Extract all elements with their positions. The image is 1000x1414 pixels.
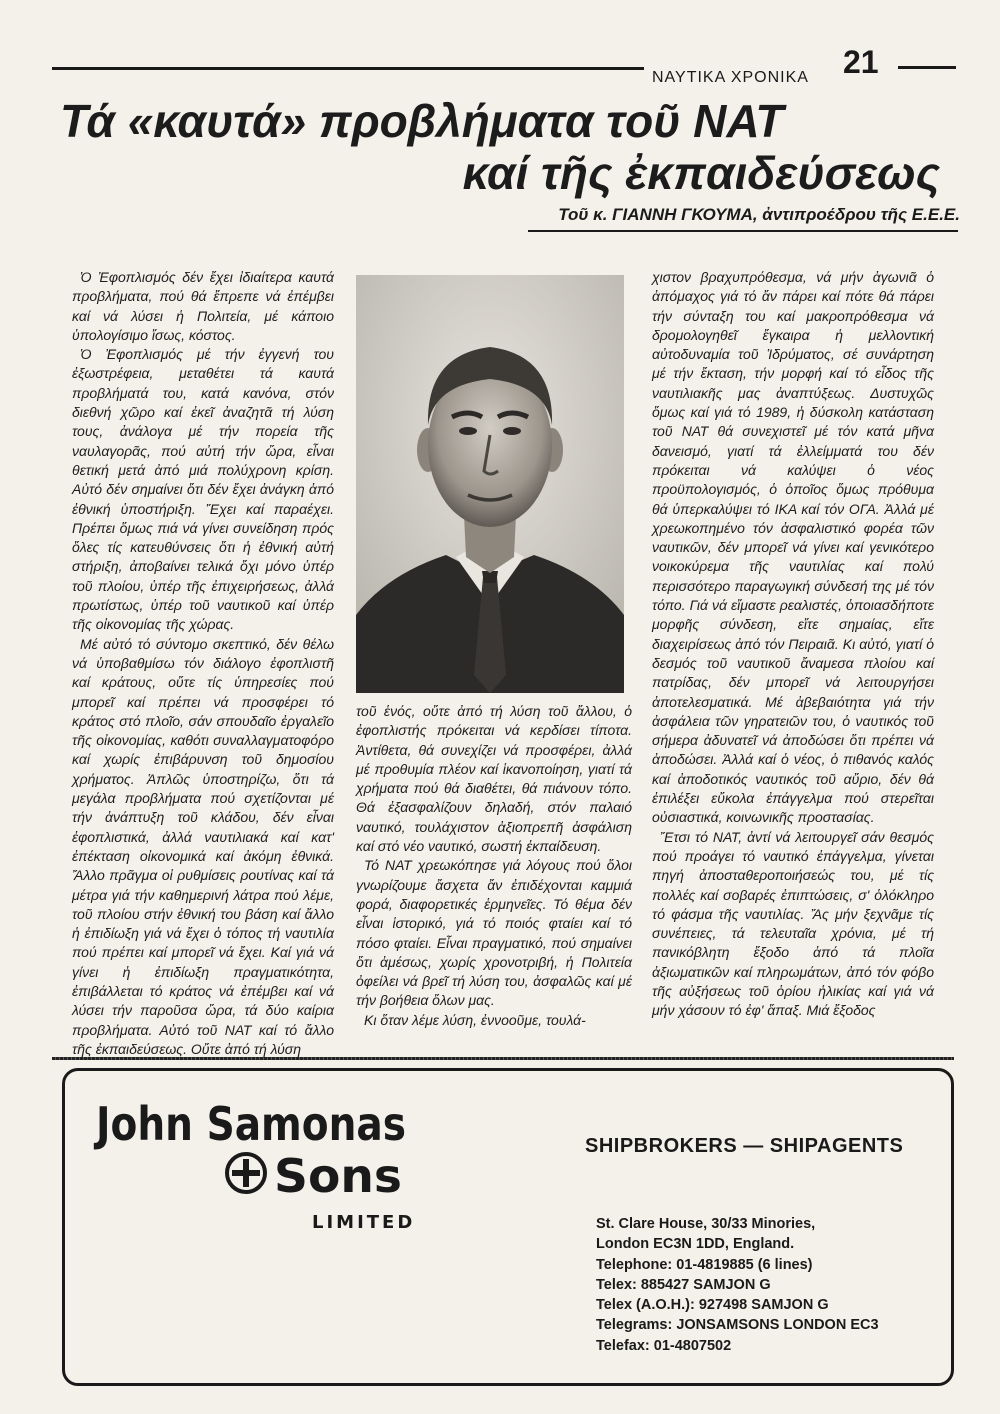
- header-rule-right: [898, 66, 956, 69]
- title-line-1: Τά «καυτά» προβλήματα τοῦ ΝΑΤ: [60, 95, 784, 147]
- header-rule-left: [52, 67, 644, 70]
- byline-rule: [528, 230, 958, 232]
- paragraph: χιστον βραχυπρόθεσμα, νά μήν ἀγωνιᾶ ὁ ἀπόμαχος γιά τό ἄν πάρει καί πότε θά πάρει τήν σύνταξη του καί μακροπρόθεσμα νά δρομολογηθεῖ ἔγκαιρα ἡ μελλοντική αὐτοδυναμία τοῦ Ἱδρύματος, σέ συνάρτηση μέ τήν ἔκταση, τήν μορφή καί τό εἶδος τῆς ναυτιλιακῆς μας ἀναπτύξεως. Δυστυχῶς ὅμως καί γιά τό 1989, ἡ δύσκολη κατάσταση τοῦ ΝΑΤ θά συνεχιστεῖ μέ τόν κατά μῆνα δανεισμό, γιατί τά ἐλλείμματά του δέν πρόκειται νά καλύψει ὁ νέος προϋπολογισμός, ὁ ὁποῖος ὅμως πρόθυμα θά ὑπερκαλύψει τό ΙΚΑ καί τόν ΟΓΑ. Ἀλλά μέ χρεωκοπημένο τόν ἀσφαλιστικό φορέα τῶν ναυτικῶν, δέν μπορεῖ νά γίνει καί γενικότερο νοικοκύρεμα τῆς ναυτιλίας καί πολύ περισσότερο παραγωγική σύνδεσή της μέ τόν τόπο. Γιά νά εἴμαστε ρεαλιστές, ὁποιασδήποτε μορφῆς σύνδεση, εἴτε σημαίας, εἴτε διαχειρίσεως ἀπό τόν Πειραιᾶ. Κι αὐτό, γιατί ὁ δεσμός τοῦ ναυτικοῦ ἄναμεσα πλοίου καί πατρίδας, δέν μπορεῖ νά λειτουργήσει ἀποτελεσματικά. Μέ ἀβεβαιότητα γιά τήν ἀσφάλεια τῶν γηρατειῶν του, ὁ ναυτικός τοῦ σήμερα ἀδυνατεῖ νά ἀποδώσει ὅτι πρέπει νά ἀποδώσει. Ἀλλά καί ὁ νέος, ὁ πιθανός καλός καί ἀποδοτικός ναυτικός τοῦ αὔριο, δέν θά ἐπιλέξει εὔκολα ἐπάγγελμα πού στερεῖται οὐσιαστικά, κοινωνικῆς προστασίας.: [652, 269, 934, 826]
- limited-label: LIMITED: [312, 1212, 416, 1233]
- address-line: St. Clare House, 30/33 Minories,: [596, 1216, 816, 1232]
- paragraph: Μέ αὐτό τό σύντομο σκεπτικό, δέν θέλω νά ὑποβαθμίσω τόν διάλογο ἐφοπλιστῆ καί κράτους, οὔτε τίς ὑπηρεσίες πού μπορεῖ καί πρέπει νά προσφέρει τό κράτος στό πλοῖο, σάν σπουδαῖο ἐργαλεῖο τῆς οἰκονομίας, καθότι συναλλαγματοφόρο καί χωρίς ἐπιβάρυνση τοῦ δημοσίου χρήματος. Ἁπλῶς ὑποστηρίζω, ὅτι τά μεγάλα προβλήματα πού σχετίζονται μέ τήν ἀνάπτυξη τοῦ κλάδου, δέν εἶναι ἐφοπλιστικά, ἀλλά ναυτιλιακά καί κατ' ἐπέκταση οἰκονομικά καί ἀκόμη ἐθνικά. Ἄλλο πρᾶγμα οἱ ρυθμίσεις ρουτίνας καί τά μέτρα γιά τήν καθημερινή λάτρα πού λέμε, τοῦ πλοίου στήν ἐθνική του βάση καί ἄλλο ἡ ἐπιδίωξη γιά νά ἔχει ὁ τόπος τή ναυτιλία πού πρέπει καί μπορεῖ νά ἔχει. Καί γιά νά γίνει ἡ ἐπιδίωξη πραγματικότητα, ἐπιβάλλεται τό κράτος νά ἐπέμβει καί νά λύσει τήν παροῦσα ὥρα, τά δύο καίρια προβλήματα. Αὐτό τοῦ ΝΑΤ καί τό ἄλλο τῆς ἐκπαιδεύσεως. Οὔτε ἀπό τή λύση: [72, 635, 334, 1057]
- telegrams-line: Telegrams: JONSAMSONS LONDON EC3: [596, 1317, 879, 1334]
- telex-line: Telex: 885427 SAMJON G: [596, 1276, 771, 1293]
- logo-text-line-1: John Samonas: [93, 1097, 406, 1151]
- telex-aoh-line: Telex (A.O.H.): 927498 SAMJON G: [596, 1297, 829, 1314]
- byline: Τοῦ κ. ΓΙΑΝΝΗ ΓΚΟΥΜΑ, ἀντιπροέδρου τῆς Ε.Ε.Ε.: [558, 205, 960, 224]
- address-line: London EC3N 1DD, England.: [596, 1236, 795, 1253]
- portrait-illustration: [356, 275, 624, 693]
- paragraph: τοῦ ἑνός, οὔτε ἀπό τή λύση τοῦ ἄλλου, ὁ ἐφοπλιστής πρόκειται νά κερδίσει τίποτα. Ἀντίθετα, θά συνεχίζει νά προσφέρει, ἀλλά μέ προθυμία πλέον καί ἱκανοποίηση, γιατί τά χρήματα πού θά διαθέτει, θά πιάνουν τόπο. Θά ἐξασφαλίζουν δηλαδή, στόν παλαιό ναυτικό, τουλάχιστον ἀξιοπρεπῆ ἀσφάλιση καί στό νέο ναυτικό, σωστή ἐκπαίδευση.: [356, 703, 632, 855]
- company-logo: [88, 1090, 418, 1203]
- telephone-line: Telephone: 01-4819885 (6 lines): [596, 1256, 813, 1273]
- telefax-line: Telefax: 01-4807502: [596, 1337, 732, 1354]
- article-column-2: [356, 702, 632, 1030]
- contact-address: [596, 1214, 936, 1356]
- article-column-1: [72, 268, 334, 1059]
- services-label: SHIPBROKERS — SHIPAGENTS: [585, 1135, 904, 1157]
- logo-text-line-2: Sons: [274, 1149, 402, 1203]
- article-title: [60, 95, 940, 199]
- author-portrait: [356, 275, 624, 693]
- paragraph: Ὁ Ἐφοπλισμός δέν ἔχει ἰδιαίτερα καυτά προβλήματα, πού θά ἔπρεπε νά ἐπέμβει καί νά λύσει ἡ Πολιτεία, μέ κάποιο ὑπολογίσιμο ἴσως, κόστος.: [72, 269, 334, 343]
- paragraph: Ἔτσι τό ΝΑΤ, ἀντί νά λειτουργεῖ σάν θεσμός πού προάγει τό ναυτικό ἐπάγγελμα, γίνεται πηγή ἀποσταθεροποιήσεώς του, μέ τίς πολλές καί σοβαρές ἐπιπτώσεις, σ' ὁλόκληρο τό φάσμα τῆς ναυτιλίας. Ἄς μήν ξεχνᾶμε τίς συνέπειες, τά τελευταῖα χρόνια, μέ τή πανικόβλητη ἔξοδο ἀπό τά πλοῖα ἀξιωματικῶν καί πληρωμάτων, ἀπό τόν φόβο τῆς αὐξήσεως τοῦ ὁρίου ἡλικίας καί γιά νά μήν χάσουν τό ἐφ' ἅπαξ. Μιά ἔξοδος: [652, 828, 934, 1019]
- title-line-2: καί τῆς ἐκπαιδεύσεως: [462, 147, 940, 199]
- paragraph: Ὁ Ἐφοπλισμός μέ τήν ἐγγενή του ἐξωστρέφεια, μεταθέτει τά καυτά προβλήματά του, κατά κανόνα, στόν διεθνή χῶρο καί ἐκεῖ ἀναζητᾶ τή λύση τους, ἀνάλογα μέ τήν πορεία τῆς ναυλαγορᾶς, πού αὐτή τήν ὥρα, εἶναι θετική μετά ἀπό μιά πολύχρονη κρίση. Αὐτό δέν σημαίνει ὅτι δέν ἔχει ἀνάγκη ἀπό ἐθνική ὑποστήριξη. Ἔχει καί παραέχει. Πρέπει ὅμως πιά νά γίνει συνείδηση πρός ὅλες τίς κατευθύνσεις ὅτι ἡ ἐθνική αὐτή στήριξη, ἀποβαίνει τελικά ὄχι μόνο ὑπέρ τοῦ πλοίου, ὑπέρ τῆς ἐπιχειρήσεως, ἀλλά πρωτίστως, ὑπέρ τοῦ ναυτικοῦ καί ὑπέρ τῆς οἰκονομίας τῆς χώρας.: [72, 346, 334, 633]
- paragraph: Τό ΝΑΤ χρεωκόπησε γιά λόγους πού ὅλοι γνωρίζουμε ἄσχετα ἄν ἐπιδέχονται καμμιά φορά, διαφορετικές ἑρμηνεῖες. Τό θέμα δέν εἶναι ἱστορικό, γιά τό ποιός φταίει καί τό πόσο φταίει. Εἶναι πραγματικό, πού σημαίνει ὅτι ἀμέσως, χωρίς χρονοτριβή, ἡ Πολιτεία ὀφείλει νά βρεῖ τή λύση του, ἀσφαλῶς καί μέ τήν βοήθεια ὅλων μας.: [356, 857, 632, 1009]
- page-number: 21: [843, 44, 879, 80]
- ad-separator: [52, 1057, 954, 1060]
- article-column-3: [652, 268, 934, 1021]
- magazine-name: ΝΑΥΤΙΚΑ ΧΡΟΝΙΚΑ: [652, 69, 809, 86]
- plus-circle-icon: [227, 1154, 265, 1192]
- paragraph: Κι ὅταν λέμε λύση, ἐννοοῦμε, τουλά-: [364, 1011, 586, 1028]
